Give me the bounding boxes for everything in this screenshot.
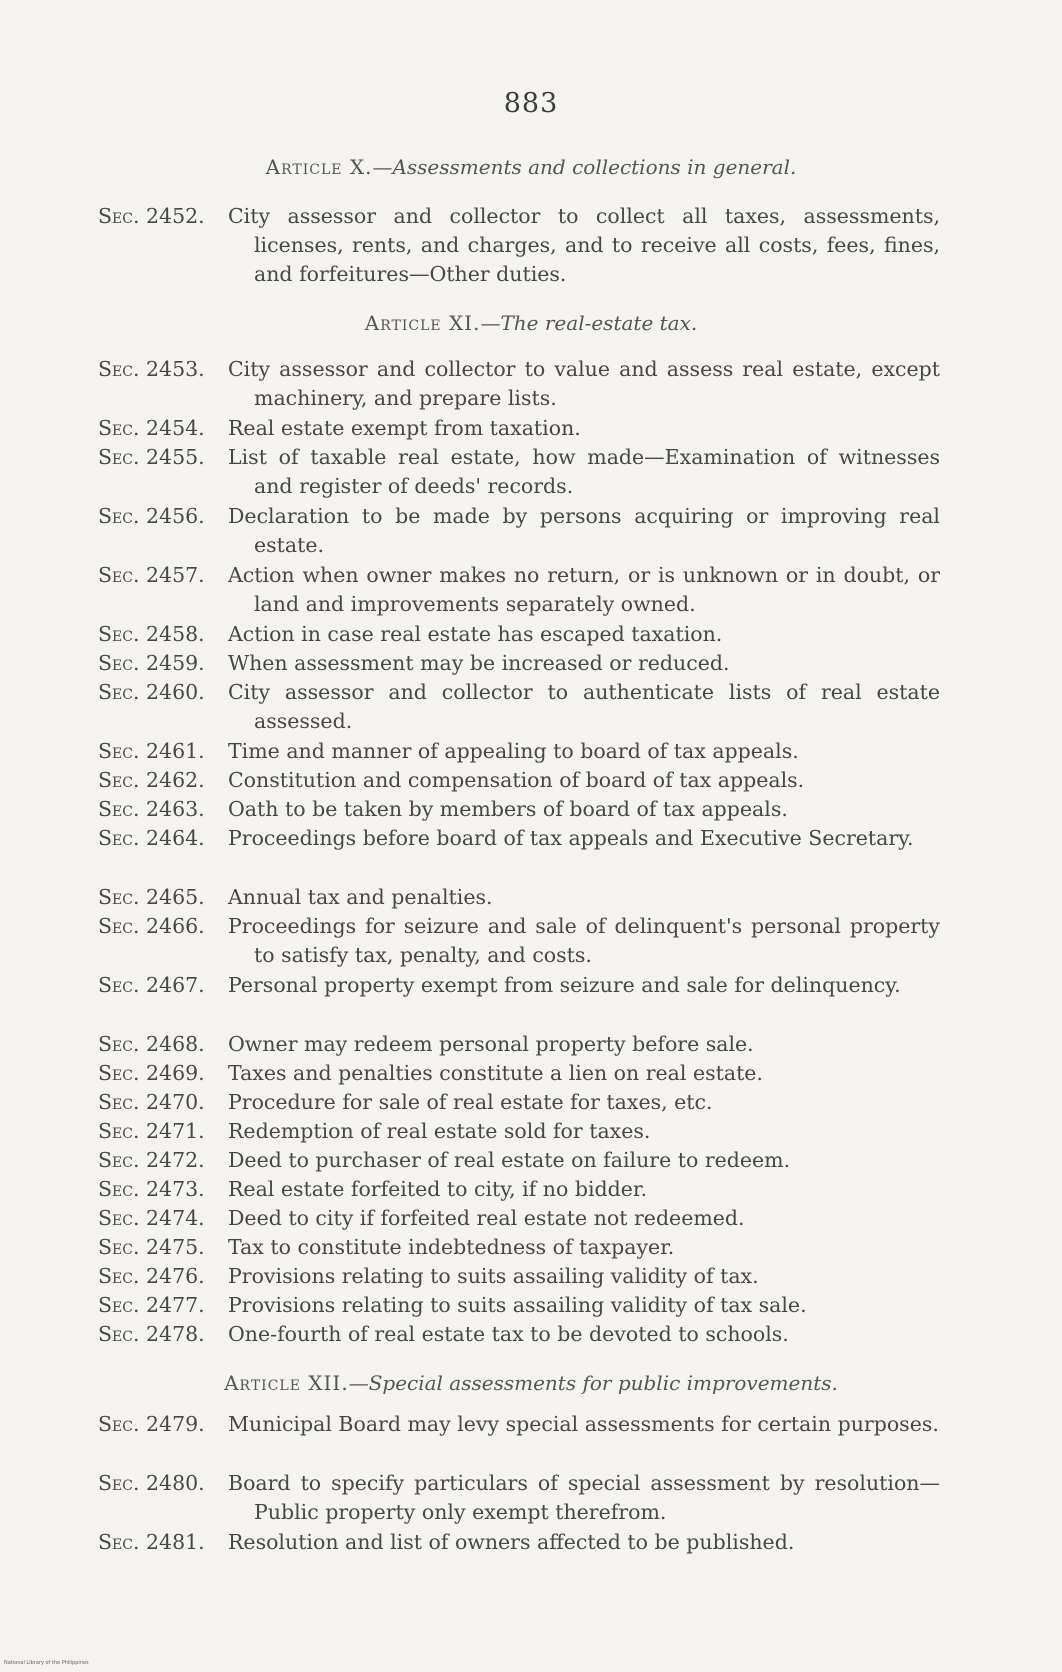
section-entry <box>98 1088 940 1117</box>
section-entry <box>98 1528 940 1557</box>
article-label: Article XI. <box>364 311 481 335</box>
article-label: Article X. <box>265 155 373 179</box>
section-title: Action when owner makes no return, or is unknown or in doubt, or land and improvements separately owned. <box>228 563 940 616</box>
section-number: Sec. 2457. <box>98 563 205 587</box>
section-title: Oath to be taken by members of board of tax appeals. <box>228 797 788 821</box>
section-title: One-fourth of real estate tax to be devoted to schools. <box>228 1322 789 1346</box>
section-number: Sec. 2463. <box>98 797 205 821</box>
section-number: Sec. 2461. <box>98 739 205 763</box>
section-number: Sec. 2479. <box>98 1412 205 1436</box>
section-entry <box>98 971 940 1000</box>
section-number: Sec. 2468. <box>98 1032 205 1056</box>
section-entry <box>98 1204 940 1233</box>
section-title: Annual tax and penalties. <box>228 885 493 909</box>
section-number: Sec. 2475. <box>98 1235 205 1259</box>
section-number: Sec. 2477. <box>98 1293 205 1317</box>
article-title: Assessments and collections in general. <box>392 155 797 179</box>
section-title: Time and manner of appealing to board of tax appeals. <box>228 739 799 763</box>
section-number: Sec. 2462. <box>98 768 205 792</box>
section-title: When assessment may be increased or reduced. <box>228 651 730 675</box>
section-number: Sec. 2458. <box>98 622 205 646</box>
article-heading-x: Article X.—Assessments and collections in general. <box>265 155 797 179</box>
section-entry <box>98 1291 940 1320</box>
section-title: Municipal Board may levy special assessments for certain purposes. <box>228 1412 939 1436</box>
section-number: Sec. 2460. <box>98 680 205 704</box>
section-title: City assessor and collector to value and assess real estate, except machinery, and prepare lists. <box>228 357 940 410</box>
section-title: Taxes and penalties constitute a lien on real estate. <box>228 1061 763 1085</box>
article-title: Special assessments for public improvements. <box>368 1371 838 1395</box>
section-title: Proceedings before board of tax appeals and Executive Secretary. <box>228 826 914 850</box>
section-number: Sec. 2452. <box>98 204 205 228</box>
section-title: Redemption of real estate sold for taxes. <box>228 1119 651 1143</box>
section-entry <box>98 620 940 649</box>
section-number: Sec. 2474. <box>98 1206 205 1230</box>
section-entry <box>98 502 940 560</box>
section-number: Sec. 2473. <box>98 1177 205 1201</box>
section-title: Provisions relating to suits assailing validity of tax. <box>228 1264 759 1288</box>
section-entry <box>98 1262 940 1291</box>
section-title: Deed to purchaser of real estate on failure to redeem. <box>228 1148 791 1172</box>
section-entry <box>98 443 940 501</box>
section-number: Sec. 2471. <box>98 1119 205 1143</box>
section-entry <box>98 1469 940 1527</box>
article-heading-xi: Article XI.—The real-estate tax. <box>364 311 698 335</box>
article-label: Article XII. <box>224 1371 349 1395</box>
section-number: Sec. 2469. <box>98 1061 205 1085</box>
section-entry <box>98 824 940 853</box>
page-number: 883 <box>503 88 559 119</box>
section-number: Sec. 2453. <box>98 357 205 381</box>
section-entry <box>98 795 940 824</box>
section-number: Sec. 2455. <box>98 445 205 469</box>
section-entry <box>98 912 940 970</box>
section-entry <box>98 202 940 289</box>
section-entry <box>98 1410 940 1439</box>
section-entry <box>98 1030 940 1059</box>
section-title: City assessor and collector to authenticate lists of real estate assessed. <box>228 680 940 733</box>
section-title: City assessor and collector to collect all taxes, assessments, licenses, rents, and charges, and to receive all costs, fees, fines, and forfeitures—Other duties. <box>228 204 940 286</box>
section-title: Personal property exempt from seizure and sale for delinquency. <box>228 973 901 997</box>
section-title: Constitution and compensation of board of tax appeals. <box>228 768 805 792</box>
section-number: Sec. 2480. <box>98 1471 205 1495</box>
section-title: Real estate exempt from taxation. <box>228 416 581 440</box>
section-entry <box>98 1175 940 1204</box>
section-title: Action in case real estate has escaped taxation. <box>228 622 723 646</box>
section-entry <box>98 1320 940 1349</box>
section-number: Sec. 2454. <box>98 416 205 440</box>
section-number: Sec. 2467. <box>98 973 205 997</box>
section-title: Owner may redeem personal property before sale. <box>228 1032 754 1056</box>
section-entry <box>98 883 940 912</box>
section-title: Proceedings for seizure and sale of delinquent's personal property to satisfy tax, penalty, and costs. <box>228 914 940 967</box>
article-heading-xii: Article XII.—Special assessments for public improvements. <box>224 1371 838 1395</box>
section-number: Sec. 2465. <box>98 885 205 909</box>
section-entry <box>98 1146 940 1175</box>
section-number: Sec. 2472. <box>98 1148 205 1172</box>
section-title: Deed to city if forfeited real estate not redeemed. <box>228 1206 745 1230</box>
section-title: Tax to constitute indebtedness of taxpayer. <box>228 1235 675 1259</box>
section-number: Sec. 2481. <box>98 1530 205 1554</box>
section-entry <box>98 678 940 736</box>
section-title: Board to specify particulars of special assessment by resolution—Public property only exempt therefrom. <box>228 1471 940 1524</box>
section-entry <box>98 1233 940 1262</box>
section-entry <box>98 649 940 678</box>
section-title: List of taxable real estate, how made—Examination of witnesses and register of deeds' records. <box>228 445 940 498</box>
section-entry <box>98 414 940 443</box>
section-entry <box>98 1117 940 1146</box>
section-title: Resolution and list of owners affected to be published. <box>228 1530 795 1554</box>
section-title: Procedure for sale of real estate for taxes, etc. <box>228 1090 713 1114</box>
section-number: Sec. 2459. <box>98 651 205 675</box>
section-entry <box>98 561 940 619</box>
section-number: Sec. 2456. <box>98 504 205 528</box>
section-title: Declaration to be made by persons acquiring or improving real estate. <box>228 504 940 557</box>
section-title: Provisions relating to suits assailing validity of tax sale. <box>228 1293 807 1317</box>
section-number: Sec. 2470. <box>98 1090 205 1114</box>
footer-credit: National Library of the Philippines <box>4 1660 89 1666</box>
section-entry <box>98 737 940 766</box>
section-title: Real estate forfeited to city, if no bidder. <box>228 1177 647 1201</box>
article-title: The real-estate tax. <box>500 311 698 335</box>
section-number: Sec. 2464. <box>98 826 205 850</box>
section-number: Sec. 2466. <box>98 914 205 938</box>
section-number: Sec. 2478. <box>98 1322 205 1346</box>
section-entry <box>98 766 940 795</box>
section-number: Sec. 2476. <box>98 1264 205 1288</box>
section-entry <box>98 1059 940 1088</box>
section-entry <box>98 355 940 413</box>
